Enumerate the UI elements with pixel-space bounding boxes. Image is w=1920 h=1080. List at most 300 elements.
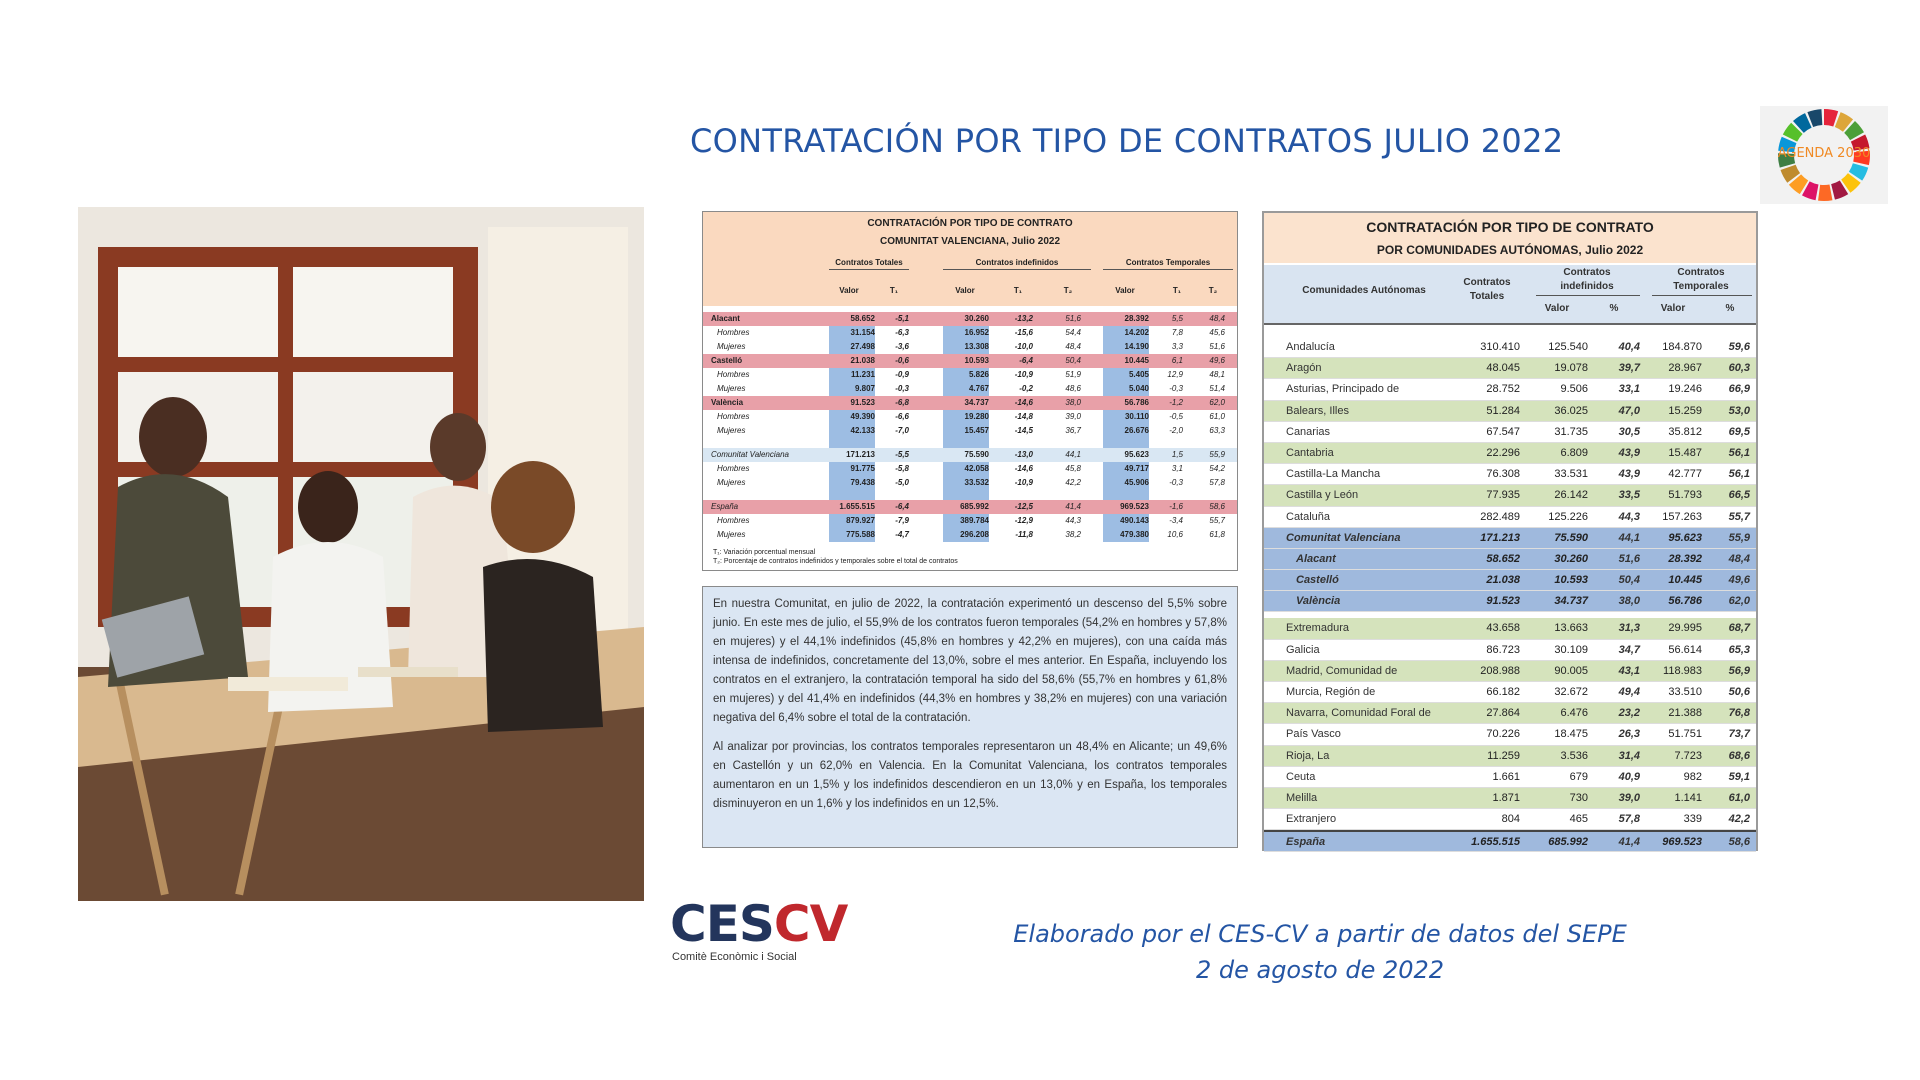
cell-value: 45,8 xyxy=(1065,464,1081,473)
cell-value: -3,4 xyxy=(1169,516,1183,525)
region-name: Castilla-La Mancha xyxy=(1286,468,1381,481)
indef-rule xyxy=(1536,295,1640,296)
left-table-row xyxy=(703,382,1237,396)
row-label: Comunitat Valenciana xyxy=(711,450,789,459)
cell-value: 389.784 xyxy=(960,516,989,525)
cell-value: -11,8 xyxy=(1015,530,1033,539)
cell-value: -14,8 xyxy=(1014,412,1033,421)
temp-rule xyxy=(1652,295,1752,296)
cell-value: 1,5 xyxy=(1171,450,1183,459)
region-name: Rioja, La xyxy=(1286,749,1330,762)
region-ind: 6.476 xyxy=(1560,707,1588,720)
row-label: Mujeres xyxy=(717,342,746,351)
region-ind: 10.593 xyxy=(1554,574,1588,587)
cell-value: -10,9 xyxy=(1014,370,1033,379)
region-ind: 30.260 xyxy=(1554,552,1588,565)
cell-value: -1,2 xyxy=(1169,398,1183,407)
cell-value: 48,4 xyxy=(1065,342,1081,351)
cell-value: -6,8 xyxy=(895,398,909,407)
cell-value: -7,9 xyxy=(895,516,909,525)
left-table-title: CONTRATACIÓN POR TIPO DE CONTRATO xyxy=(867,218,1073,229)
summary-paragraph-1: En nuestra Comunitat, en julio de 2022, la contratación experimentó un descenso del 5,5% sobre junio. En este mes de julio, el 55,9% de los contratos fueron temporales (54,2% en hombres y 57,8% en mujeres) y el 44,1% indefinidos (45,8% en hombres y 42,2% en mujeres), con una caída más intensa de indefinidos, concretamente del 13,0%, sobre el mes anterior. En España, incluyendo los contratos en el extranjero, la contratación temporal ha sido del 58,6% (55,7% en hombres y 61,8% en mujeres) y del 41,4% en indefinidos (44,3% en hombres y 38,2% en mujeres) con una variación negativa del 6,4% sobre el total de la contratación. xyxy=(713,598,1227,724)
region-total: 11.259 xyxy=(1487,749,1520,762)
region-name: Cantabria xyxy=(1286,446,1334,459)
subhead: T₁ xyxy=(1172,286,1182,295)
region-ind: 6.809 xyxy=(1560,446,1588,459)
region-name: Madrid, Comunidad de xyxy=(1286,664,1398,677)
region-ind-pct: 43,1 xyxy=(1618,664,1640,677)
cell-value: 44,1 xyxy=(1065,450,1081,459)
region-row xyxy=(1264,661,1756,682)
region-name: Ceuta xyxy=(1286,770,1316,783)
region-tmp-pct: 49,6 xyxy=(1728,574,1750,587)
cell-value: 10.445 xyxy=(1124,356,1149,365)
col-temp-line1: Contratos xyxy=(1677,267,1725,278)
region-tmp-pct: 69,5 xyxy=(1728,425,1750,438)
region-total: 66.182 xyxy=(1486,686,1520,698)
region-name: Canarias xyxy=(1286,425,1331,438)
cell-value: 55,9 xyxy=(1209,450,1225,459)
region-ind: 36.025 xyxy=(1554,404,1588,417)
cell-value: -4,7 xyxy=(895,530,909,539)
cell-value: 4.767 xyxy=(968,384,989,393)
cell-value: -6,4 xyxy=(895,502,909,511)
region-row xyxy=(1264,528,1756,549)
cell-value: 58.652 xyxy=(850,314,875,323)
region-total: 208.988 xyxy=(1480,664,1520,677)
region-row xyxy=(1264,507,1756,528)
left-table-subtitle: COMUNITAT VALENCIANA, Julio 2022 xyxy=(879,236,1060,247)
region-tmp-pct: 59,1 xyxy=(1728,770,1750,783)
cell-value: 63,3 xyxy=(1209,426,1225,435)
region-tmp: 1.141 xyxy=(1674,791,1702,804)
cell-value: 969.523 xyxy=(1120,502,1149,511)
subhead: Valor xyxy=(839,286,859,295)
cell-value: -0,5 xyxy=(1169,412,1183,421)
region-row xyxy=(1264,422,1756,443)
region-total: 27.864 xyxy=(1486,707,1520,720)
region-name: Asturias, Principado de xyxy=(1286,383,1400,396)
logo-ces: CES xyxy=(670,895,774,953)
cell-value: -12,9 xyxy=(1014,516,1033,525)
group-temporales: Contratos Temporales xyxy=(1103,258,1233,270)
region-ind-pct: 39,7 xyxy=(1618,362,1640,375)
region-tmp-pct: 53,0 xyxy=(1728,404,1750,417)
region-name: Alacant xyxy=(1296,552,1336,565)
region-total: 76.308 xyxy=(1486,468,1520,481)
subhead: Valor xyxy=(1115,286,1135,295)
region-ind-pct: 50,4 xyxy=(1618,574,1640,587)
row-label: Hombres xyxy=(717,370,750,379)
region-ind: 26.142 xyxy=(1554,489,1588,502)
cell-value: 79.438 xyxy=(850,478,875,487)
region-row xyxy=(1264,591,1756,612)
region-row xyxy=(1264,337,1756,358)
region-name: Extremadura xyxy=(1286,622,1349,635)
region-tmp-pct: 42,2 xyxy=(1728,813,1750,826)
ces-cv-wordmark xyxy=(670,895,847,953)
region-ind-pct: 51,6 xyxy=(1618,552,1640,565)
region-total: 22.296 xyxy=(1486,446,1520,459)
region-name: Galicia xyxy=(1286,643,1320,656)
region-tmp: 56.614 xyxy=(1668,643,1702,656)
region-ind: 19.078 xyxy=(1554,362,1588,375)
subhead: T₁ xyxy=(1013,286,1023,295)
region-ind: 75.590 xyxy=(1554,531,1588,544)
cell-value: 42,2 xyxy=(1065,478,1081,487)
region-row xyxy=(1264,570,1756,591)
region-ind-pct: 57,8 xyxy=(1618,813,1640,826)
region-ind-pct: 33,5 xyxy=(1618,489,1640,502)
cell-value: -1,6 xyxy=(1169,502,1183,511)
region-total: 28.752 xyxy=(1486,383,1520,396)
summary-paragraph-2: Al analizar por provincias, los contratos temporales representaron un 48,4% en Alicante; un 49,6% en Castellón y un 62,0% en Valencia. En la Comunitat Valenciana, los contratos temporales aumentaron en un 1,5% y los indefinidos descendieron en un 13,0% y en España, los temporales disminuyeron en un 1,6% y los indefinidos en un 12,5%. xyxy=(713,741,1227,810)
region-tmp-pct: 50,6 xyxy=(1728,686,1750,698)
cell-value: 50,4 xyxy=(1065,356,1081,365)
row-label: València xyxy=(711,398,744,407)
cell-value: 54,4 xyxy=(1065,328,1081,337)
region-total: 1.655.515 xyxy=(1471,836,1520,849)
region-tmp-pct: 66,5 xyxy=(1728,489,1750,502)
cell-value: 685.992 xyxy=(960,502,989,511)
cell-value: -12,5 xyxy=(1014,502,1033,511)
region-name: Castelló xyxy=(1296,574,1339,587)
cell-value: 10.593 xyxy=(964,356,989,365)
col-total-line2: Totales xyxy=(1469,291,1505,302)
region-total: 67.547 xyxy=(1486,425,1520,438)
region-row xyxy=(1264,443,1756,464)
cell-value: -6,6 xyxy=(895,412,909,421)
region-total: 91.523 xyxy=(1486,595,1520,608)
region-tmp: 28.967 xyxy=(1668,362,1702,375)
region-tmp-pct: 56,1 xyxy=(1728,468,1750,481)
left-table-row xyxy=(703,396,1237,410)
cell-value: 775.588 xyxy=(846,530,875,539)
cell-value: -0,9 xyxy=(895,370,909,379)
right-region-table xyxy=(1262,211,1758,851)
row-label: Hombres xyxy=(717,328,750,337)
cell-value: 41,4 xyxy=(1065,502,1081,511)
cell-value: 49,6 xyxy=(1209,356,1225,365)
cell-value: -5,1 xyxy=(895,314,909,323)
region-tmp: 35.812 xyxy=(1668,425,1702,438)
cell-value: -6,4 xyxy=(1019,356,1033,365)
region-tmp: 95.623 xyxy=(1668,531,1702,544)
region-tmp-pct: 56,9 xyxy=(1728,664,1750,677)
cell-value: 28.392 xyxy=(1124,314,1149,323)
region-tmp-pct: 56,1 xyxy=(1728,446,1750,459)
region-tmp: 28.392 xyxy=(1668,552,1702,565)
region-ind: 3.536 xyxy=(1560,749,1588,762)
sdg-segment xyxy=(1818,184,1832,201)
cell-value: 56.786 xyxy=(1124,398,1149,407)
subhead: T₂ xyxy=(1063,286,1073,295)
region-name: Navarra, Comunidad Foral de xyxy=(1286,707,1431,720)
region-row xyxy=(1264,401,1756,422)
region-ind-pct: 33,1 xyxy=(1618,383,1640,396)
footnote-t1: T₁: Variación porcentual mensual xyxy=(713,549,816,556)
cell-value: 490.143 xyxy=(1120,516,1149,525)
cell-value: 45,6 xyxy=(1209,328,1225,337)
row-label: Mujeres xyxy=(717,530,746,539)
region-row xyxy=(1264,682,1756,703)
region-ind-pct: 40,4 xyxy=(1618,341,1640,353)
cell-value: -10,0 xyxy=(1014,342,1033,351)
region-ind-pct: 26,3 xyxy=(1618,728,1640,741)
region-row xyxy=(1264,830,1756,851)
col-indef-pct: % xyxy=(1609,303,1619,314)
cell-value: 11.231 xyxy=(850,370,875,379)
region-ind-pct: 40,9 xyxy=(1618,770,1640,783)
cell-value: 3,1 xyxy=(1171,464,1183,473)
cell-value: 49.390 xyxy=(850,412,875,421)
left-table-row xyxy=(703,326,1237,340)
cell-value: 51,6 xyxy=(1209,342,1225,351)
region-name: Castilla y León xyxy=(1286,489,1359,502)
cell-value: -5,5 xyxy=(895,450,909,459)
agenda-2030-text: AGENDA 2030 xyxy=(1777,146,1871,161)
region-ind-pct: 47,0 xyxy=(1618,404,1640,417)
region-name: Extranjero xyxy=(1286,813,1337,826)
cell-value: 62,0 xyxy=(1209,398,1225,407)
region-name: València xyxy=(1296,595,1341,608)
cell-value: 5,5 xyxy=(1171,314,1183,323)
region-name: Andalucía xyxy=(1286,341,1335,353)
region-tmp-pct: 68,7 xyxy=(1728,622,1750,635)
ces-cv-logo xyxy=(670,895,848,965)
right-table-title: CONTRATACIÓN POR TIPO DE CONTRATO xyxy=(1366,219,1654,235)
cell-value: -7,0 xyxy=(895,426,909,435)
cell-value: 16.952 xyxy=(964,328,989,337)
region-tmp-pct: 61,0 xyxy=(1728,791,1750,804)
credit-text xyxy=(960,916,1680,988)
logo-cv: CV xyxy=(773,895,848,953)
region-total: 282.489 xyxy=(1480,510,1520,523)
region-tmp: 118.983 xyxy=(1663,664,1702,677)
cell-value: 5.040 xyxy=(1128,384,1149,393)
cell-value: 48,6 xyxy=(1065,384,1081,393)
region-ind-pct: 23,2 xyxy=(1618,707,1640,720)
region-tmp: 42.777 xyxy=(1668,468,1702,481)
region-tmp: 184.870 xyxy=(1662,341,1702,353)
region-total: 58.652 xyxy=(1486,552,1520,565)
cell-value: 12,9 xyxy=(1167,370,1183,379)
cell-value: -14,6 xyxy=(1014,398,1033,407)
region-name: País Vasco xyxy=(1286,728,1341,741)
region-tmp: 157.263 xyxy=(1662,510,1702,523)
page-title: CONTRATACIÓN POR TIPO DE CONTRATOS JULIO 2022 xyxy=(690,122,1564,160)
region-row xyxy=(1264,746,1756,767)
region-ind-pct: 44,1 xyxy=(1618,531,1640,544)
region-row xyxy=(1264,464,1756,485)
group-totales: Contratos Totales xyxy=(829,258,909,270)
region-tmp-pct: 68,6 xyxy=(1728,749,1750,762)
cell-value: 296.208 xyxy=(960,530,989,539)
region-name: Melilla xyxy=(1286,791,1318,804)
region-ind-pct: 43,9 xyxy=(1618,446,1640,459)
region-row xyxy=(1264,618,1756,639)
row-label: Mujeres xyxy=(717,426,746,435)
region-tmp: 51.751 xyxy=(1668,728,1702,741)
subhead: T₁ xyxy=(889,286,899,295)
region-total: 310.410 xyxy=(1480,341,1520,353)
row-label: España xyxy=(711,502,739,511)
region-ind: 31.735 xyxy=(1554,425,1588,438)
cell-value: -14,5 xyxy=(1014,426,1033,435)
region-ind: 33.531 xyxy=(1554,468,1588,481)
cell-value: 1.655.515 xyxy=(839,502,875,511)
cell-value: 91.523 xyxy=(850,398,875,407)
cell-value: 51,6 xyxy=(1065,314,1081,323)
cell-value: -0,3 xyxy=(895,384,909,393)
cell-value: 15.457 xyxy=(964,426,989,435)
left-table-rows xyxy=(703,312,1237,542)
credit-line-1: Elaborado por el CES-CV a partir de datos del SEPE xyxy=(1013,920,1627,948)
cell-value: 58,6 xyxy=(1209,502,1225,511)
cell-value: 6,1 xyxy=(1171,356,1183,365)
region-ind-pct: 44,3 xyxy=(1618,510,1640,523)
row-label: Alacant xyxy=(711,314,740,323)
cell-value: 49.717 xyxy=(1124,464,1149,473)
region-tmp: 982 xyxy=(1683,770,1702,783)
ces-cv-tagline: Comitè Econòmic i Social xyxy=(672,951,797,963)
cell-value: -2,0 xyxy=(1169,426,1183,435)
left-table-row xyxy=(703,462,1237,476)
region-total: 171.213 xyxy=(1480,531,1520,544)
group-indefinidos: Contratos indefinidos xyxy=(943,258,1091,270)
region-row xyxy=(1264,358,1756,379)
cell-value: 31.154 xyxy=(850,328,875,337)
cell-value: 13.308 xyxy=(964,342,989,351)
region-total: 1.871 xyxy=(1492,791,1520,804)
region-total: 86.723 xyxy=(1486,643,1520,656)
row-label: Hombres xyxy=(717,464,750,473)
region-name: Comunitat Valenciana xyxy=(1286,531,1401,544)
row-gap xyxy=(703,438,1237,448)
region-ind: 34.737 xyxy=(1554,595,1588,608)
cell-value: 38,0 xyxy=(1065,398,1081,407)
cell-value: -5,8 xyxy=(895,464,909,473)
left-table-row xyxy=(703,514,1237,528)
cell-value: 61,8 xyxy=(1209,530,1225,539)
cell-value: 36,7 xyxy=(1065,426,1081,435)
region-row xyxy=(1264,809,1756,830)
region-row xyxy=(1264,379,1756,400)
cell-value: 5.826 xyxy=(968,370,989,379)
region-tmp-pct: 66,9 xyxy=(1728,383,1750,396)
cell-value: 14.202 xyxy=(1124,328,1149,337)
col-indef-line2: indefinidos xyxy=(1560,281,1614,292)
cell-value: 3,3 xyxy=(1171,342,1183,351)
col-total-line1: Contratos xyxy=(1463,277,1511,288)
cell-value: -0,3 xyxy=(1169,478,1183,487)
cell-value: 44,3 xyxy=(1065,516,1081,525)
cell-value: 75.590 xyxy=(964,450,989,459)
region-name: Murcia, Región de xyxy=(1286,686,1376,698)
region-tmp-pct: 59,6 xyxy=(1728,341,1750,353)
cell-value: 9.807 xyxy=(854,384,875,393)
region-ind-pct: 41,4 xyxy=(1618,836,1640,849)
subhead: Valor xyxy=(955,286,975,295)
row-label: Hombres xyxy=(717,516,750,525)
cell-value: 30.110 xyxy=(1124,412,1149,421)
region-ind-pct: 38,0 xyxy=(1618,595,1640,608)
left-contract-table xyxy=(702,211,1238,571)
region-total: 70.226 xyxy=(1486,728,1520,741)
cell-value: 48,4 xyxy=(1209,314,1225,323)
cell-value: 26.676 xyxy=(1124,426,1149,435)
region-total: 48.045 xyxy=(1486,362,1520,375)
cell-value: 39,0 xyxy=(1065,412,1081,421)
cell-value: 5.405 xyxy=(1128,370,1149,379)
cell-value: 30.260 xyxy=(964,314,989,323)
region-tmp: 15.487 xyxy=(1668,446,1702,459)
subhead: T₂ xyxy=(1208,286,1218,295)
cell-value: -0,2 xyxy=(1019,384,1033,393)
region-ind: 730 xyxy=(1569,791,1588,804)
region-tmp-pct: 60,3 xyxy=(1728,362,1750,375)
region-row xyxy=(1264,703,1756,724)
cell-value: -14,6 xyxy=(1014,464,1033,473)
cell-value: 61,0 xyxy=(1209,412,1225,421)
cell-value: 42.133 xyxy=(850,426,875,435)
region-ind-pct: 30,5 xyxy=(1618,425,1640,438)
region-ind: 32.672 xyxy=(1554,686,1588,698)
cell-value: 57,8 xyxy=(1209,478,1225,487)
cell-value: 55,7 xyxy=(1209,516,1225,525)
region-tmp: 29.995 xyxy=(1668,622,1702,635)
col-indef-line1: Contratos xyxy=(1563,267,1611,278)
row-label: Mujeres xyxy=(717,384,746,393)
region-row xyxy=(1264,640,1756,661)
region-tmp-pct: 55,7 xyxy=(1728,510,1750,523)
summary-text-box xyxy=(702,586,1238,848)
col-temp-valor: Valor xyxy=(1660,303,1686,314)
region-tmp: 21.388 xyxy=(1668,707,1702,720)
region-ind: 125.226 xyxy=(1548,510,1588,523)
left-table-row xyxy=(703,340,1237,354)
col-region: Comunidades Autónomas xyxy=(1302,285,1426,296)
region-row xyxy=(1264,485,1756,506)
region-tmp-pct: 58,6 xyxy=(1728,836,1750,849)
region-ind: 18.475 xyxy=(1554,728,1588,741)
right-table-header xyxy=(1264,213,1756,263)
cell-value: 10,6 xyxy=(1167,530,1183,539)
left-table-row xyxy=(703,448,1237,462)
region-row xyxy=(1264,788,1756,809)
row-gap xyxy=(703,490,1237,500)
left-table-row xyxy=(703,424,1237,438)
region-row xyxy=(1264,549,1756,570)
cell-value: 45.906 xyxy=(1124,478,1149,487)
region-ind-pct: 49,4 xyxy=(1618,686,1640,698)
left-table-row xyxy=(703,528,1237,542)
region-ind: 679 xyxy=(1569,770,1588,783)
region-ind-pct: 31,3 xyxy=(1618,622,1640,635)
region-tmp-pct: 73,7 xyxy=(1728,728,1750,741)
cell-value: 171.213 xyxy=(846,450,875,459)
cell-value: 95.623 xyxy=(1124,450,1149,459)
region-tmp-pct: 48,4 xyxy=(1728,552,1750,565)
region-ind: 9.506 xyxy=(1560,383,1588,396)
cell-value: 38,2 xyxy=(1065,530,1081,539)
left-table-header xyxy=(703,212,1237,306)
region-total: 77.935 xyxy=(1486,489,1520,502)
region-ind: 90.005 xyxy=(1554,664,1588,677)
cell-value: 479.380 xyxy=(1120,530,1149,539)
cell-value: 51,4 xyxy=(1209,384,1225,393)
region-ind: 465 xyxy=(1569,813,1588,826)
